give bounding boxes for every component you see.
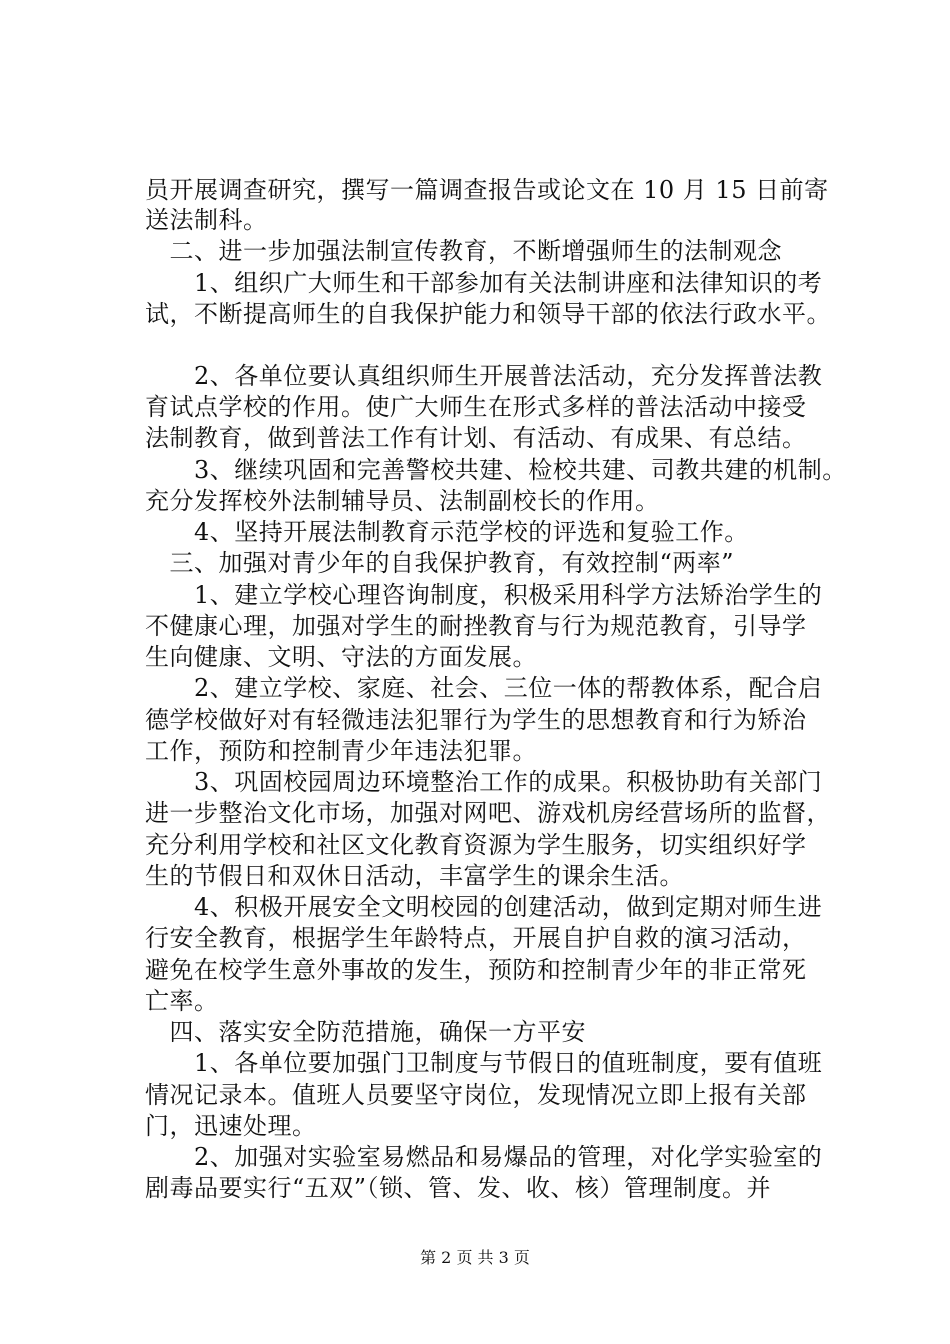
body-text-line: 生向健康、文明、守法的方面发展。 <box>145 643 537 671</box>
body-text-line: 充分利用学校和社区文化教育资源为学生服务，切实组织好学 <box>145 831 807 859</box>
body-text-line: 生的节假日和双休日活动，丰富学生的课余生活。 <box>145 862 684 890</box>
body-text-line: 1、各单位要加强门卫制度与节假日的值班制度，要有值班 <box>145 1049 823 1077</box>
body-text-line: 4、坚持开展法制教育示范学校的评选和复验工作。 <box>145 518 749 546</box>
body-text-line: 德学校做好对有轻微违法犯罪行为学生的思想教育和行为矫治 <box>145 706 807 734</box>
body-text-line: 2、加强对实验室易燃品和易爆品的管理，对化学实验室的 <box>145 1143 823 1171</box>
body-text-line: 门，迅速处理。 <box>145 1112 317 1140</box>
body-text-line: 2、各单位要认真组织师生开展普法活动，充分发挥普法教 <box>145 362 823 390</box>
section-heading: 四、落实安全防范措施，确保一方平安 <box>145 1018 586 1046</box>
body-text-line: 1、组织广大师生和干部参加有关法制讲座和法律知识的考 <box>145 269 823 297</box>
body-text-line: 试，不断提高师生的自我保护能力和领导干部的依法行政水平。 <box>145 300 831 328</box>
body-text-line: 情况记录本。值班人员要坚守岗位，发现情况立即上报有关部 <box>145 1081 807 1109</box>
body-text-line: 充分发挥校外法制辅导员、法制副校长的作用。 <box>145 487 660 515</box>
body-text-line: 育试点学校的作用。使广大师生在形式多样的普法活动中接受 <box>145 393 807 421</box>
body-text-line: 2、建立学校、家庭、社会、三位一体的帮教体系，配合启 <box>145 674 823 702</box>
body-text-line: 1、建立学校心理咨询制度，积极采用科学方法矫治学生的 <box>145 581 823 609</box>
page-number-footer: 第 2 页 共 3 页 <box>420 1248 530 1267</box>
body-text-line: 进一步整治文化市场，加强对网吧、游戏机房经营场所的监督， <box>145 799 831 827</box>
body-text-line: 不健康心理，加强对学生的耐挫教育与行为规范教育，引导学 <box>145 612 807 640</box>
body-text-line: 剧毒品要实行“五双”（锁、管、发、收、核）管理制度。并 <box>145 1174 772 1202</box>
body-text-line: 4、积极开展安全文明校园的创建活动，做到定期对师生进 <box>145 893 823 921</box>
body-text-line: 工作，预防和控制青少年违法犯罪。 <box>145 737 537 765</box>
section-heading: 二、进一步加强法制宣传教育，不断增强师生的法制观念 <box>145 237 782 265</box>
body-text-line: 避免在校学生意外事故的发生，预防和控制青少年的非正常死 <box>145 956 807 984</box>
body-text-line: 员开展调查研究，撰写一篇调查报告或论文在 10 月 15 日前寄 <box>145 176 829 204</box>
body-text-line: 3、巩固校园周边环境整治工作的成果。积极协助有关部门 <box>145 768 823 796</box>
body-text-line: 法制教育，做到普法工作有计划、有活动、有成果、有总结。 <box>145 424 807 452</box>
section-heading: 三、加强对青少年的自我保护教育，有效控制“两率” <box>145 549 735 577</box>
body-text-line: 3、继续巩固和完善警校共建、检校共建、司教共建的机制。 <box>145 456 847 484</box>
body-text-line: 行安全教育，根据学生年龄特点，开展自护自救的演习活动， <box>145 924 807 952</box>
body-text-line: 亡率。 <box>145 987 219 1015</box>
body-text-line: 送法制科。 <box>145 206 268 234</box>
